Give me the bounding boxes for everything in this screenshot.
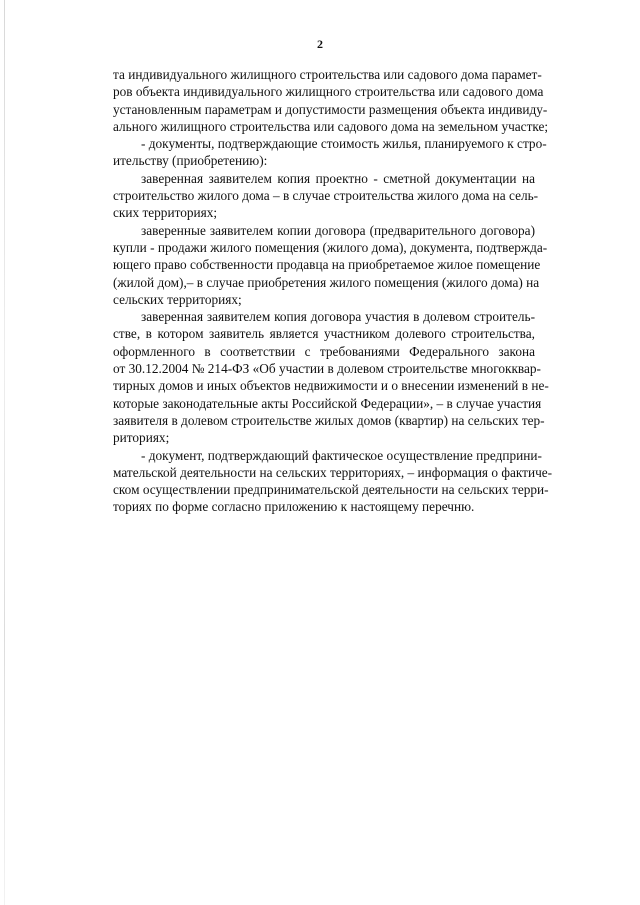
paragraph-5: [113, 308, 549, 446]
text-line: купли - продажи жилого помещения (жилого дома), документа, подтвержда-: [113, 239, 548, 255]
text-line: риториях;: [113, 430, 170, 446]
text-line: строительство жилого дома – в случае строительства жилого дома на сель-: [113, 188, 539, 204]
paragraph-3: [113, 170, 539, 222]
text-line: ительству (приобретению):: [113, 153, 268, 169]
text-line: заверенные заявителем копии договора (предварительного договора): [141, 222, 535, 238]
text-line: ров объекта индивидуального жилищного строительства или садового дома: [113, 84, 544, 100]
text-line: - документ, подтверждающий фактическое осуществление предприни-: [141, 447, 542, 463]
text-line: мательской деятельности на сельских территориях, – информация о фактиче-: [113, 464, 553, 480]
text-line: установленным параметрам и допустимости размещения объекта индивиду-: [113, 101, 548, 117]
text-line: от 30.12.2004 № 214-ФЗ «Об участии в долевом строительстве многокквар-: [113, 361, 541, 377]
text-line: ских территориях;: [113, 205, 218, 221]
paragraph-1: [113, 66, 549, 135]
scan-edge: [4, 0, 5, 905]
document-body: [113, 66, 553, 516]
text-line: (жилой дом),– в случае приобретения жилого помещения (жилого дома) на: [113, 274, 540, 290]
text-line: сельских территориях;: [113, 291, 242, 307]
text-line: заверенная заявителем копия проектно - сметной документации на: [141, 170, 535, 186]
text-line: заверенная заявителем копия договора участия в долевом строитель-: [141, 309, 535, 325]
text-line: заявителя в долевом строительстве жилых домов (квартир) на сельских тер-: [113, 412, 545, 428]
paragraph-2: [113, 135, 547, 170]
paragraph-4: [113, 222, 548, 308]
text-line: - документы, подтверждающие стоимость жилья, планируемого к стро-: [141, 136, 547, 152]
text-line: тирных домов и иных объектов недвижимости и о внесении изменений в не-: [113, 378, 549, 394]
page-number: 2: [317, 37, 323, 51]
paragraph-6: [113, 447, 553, 516]
text-line: ториях по форме согласно приложению к настоящему перечню.: [113, 499, 475, 515]
text-line: ском осуществлении предпринимательской деятельности на сельских терри-: [113, 482, 549, 498]
text-line: оформленного в соответствии с требованиями Федерального закона: [113, 343, 535, 359]
text-line: ального жилищного строительства или садового дома на земельном участке;: [113, 118, 549, 134]
text-line: та индивидуального жилищного строительства или садового дома парамет-: [113, 67, 542, 82]
text-line: стве, в котором заявитель является участником долевого строительства,: [113, 326, 535, 342]
text-line: которые законодательные акты Российской Федерации», – в случае участия: [113, 395, 542, 411]
text-line: ющего право собственности продавца на приобретаемое жилое помещение: [113, 257, 541, 273]
